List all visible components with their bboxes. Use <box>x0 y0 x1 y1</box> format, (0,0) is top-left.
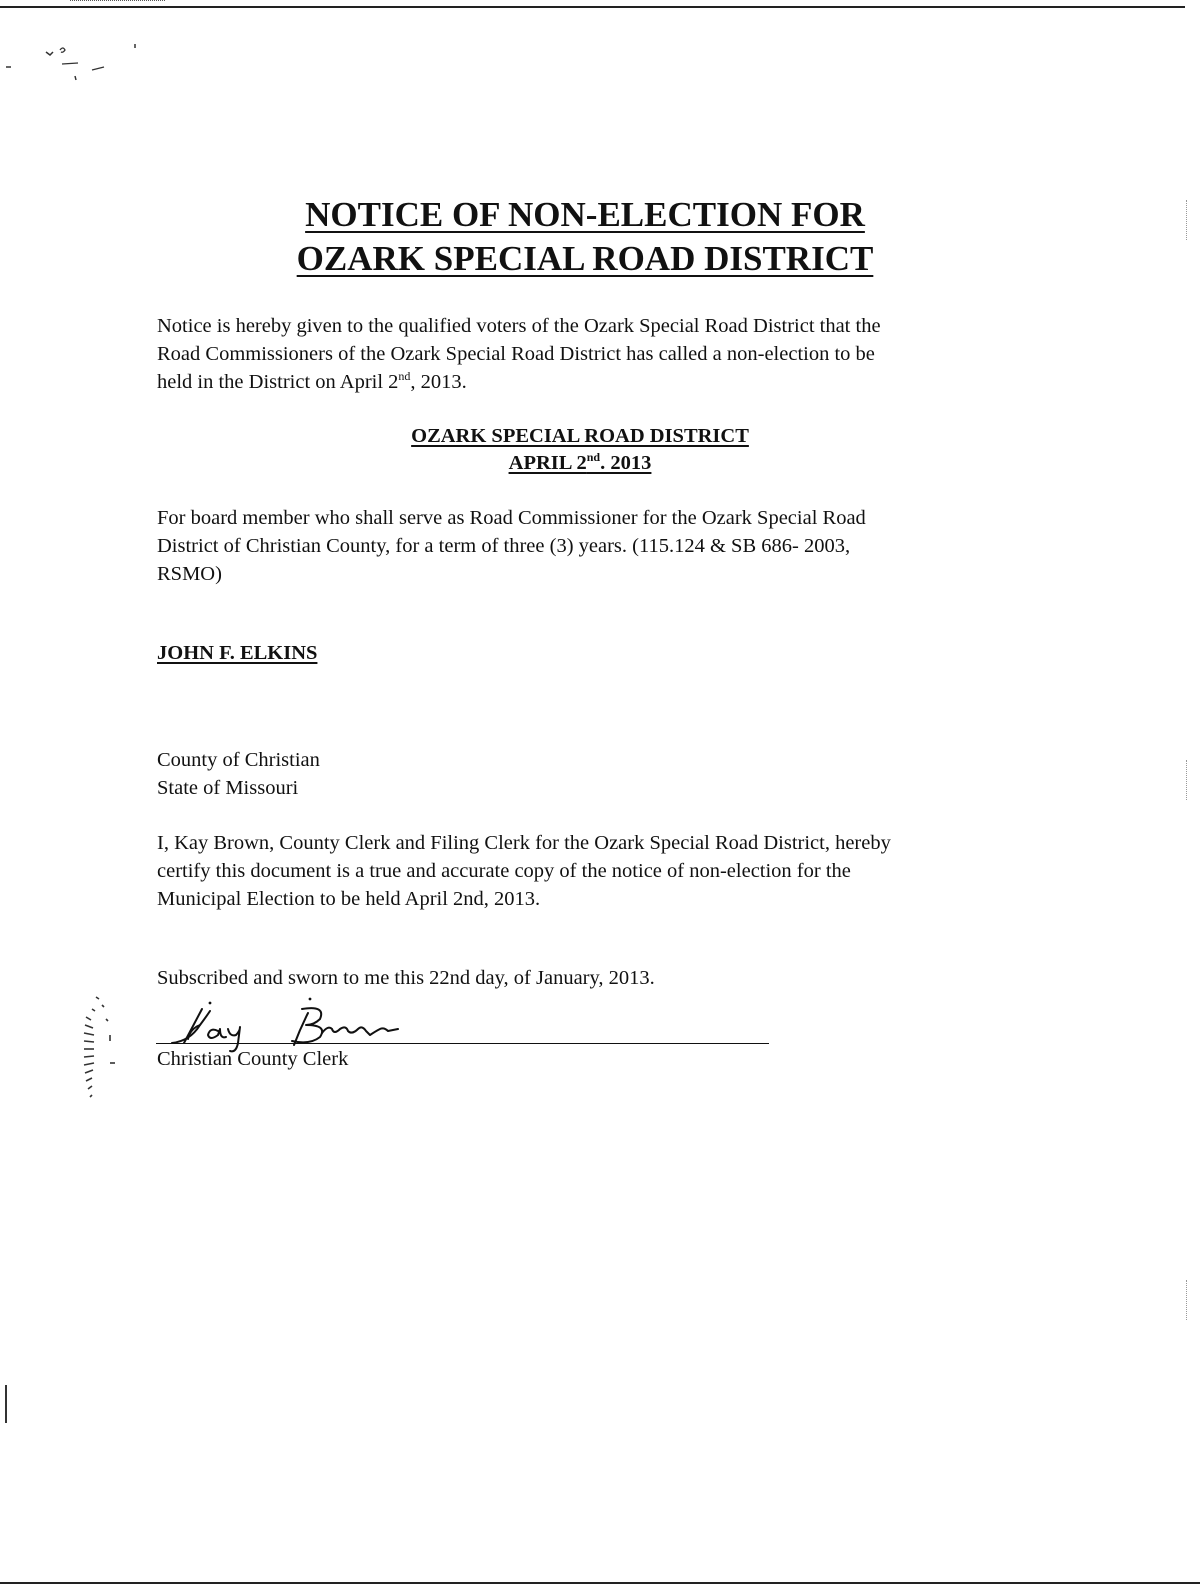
district-name: OZARK SPECIAL ROAD DISTRICT <box>411 425 749 447</box>
district-heading <box>0 423 1160 477</box>
signature-line <box>156 1043 769 1044</box>
office-line-1: For board member who shall serve as Road Commissioner for the Ozark Special Road <box>157 507 866 529</box>
candidate-name: JOHN F. ELKINS <box>157 642 318 664</box>
office-line-2: District of Christian County, for a term of three (3) years. (115.124 & SB 686- 2003, <box>157 535 851 557</box>
scan-artifact-right-tick <box>1186 200 1187 240</box>
scan-artifact-top-mark <box>70 0 165 4</box>
notice-line-3-text: held in the District on April 2 <box>157 371 399 393</box>
certification-line-1: I, Kay Brown, County Clerk and Filing Clerk for the Ozark Special Road District, hereby <box>157 832 891 854</box>
notary-seal-edge <box>82 995 122 1105</box>
scan-artifact-right-tick <box>1186 1280 1187 1320</box>
notice-paragraph <box>157 312 1017 396</box>
venue-block <box>157 746 1017 802</box>
notice-line-1: Notice is hereby given to the qualified voters of the Ozark Special Road District that the <box>157 315 881 337</box>
scan-artifact-bottom-line <box>0 1582 1200 1584</box>
office-paragraph <box>157 504 1017 588</box>
venue-state: State of Missouri <box>157 777 299 799</box>
title-line-2: OZARK SPECIAL ROAD DISTRICT <box>296 239 874 278</box>
scan-artifact-left-bar <box>5 1385 7 1423</box>
scan-artifact-right-tick <box>1186 760 1187 800</box>
election-date-month: APRIL 2 <box>508 452 587 474</box>
venue-county: County of Christian <box>157 749 320 771</box>
document-title <box>0 193 1170 281</box>
sworn-statement: Subscribed and sworn to me this 22nd day, of January, 2013. <box>157 967 655 989</box>
notice-line-3-year: , 2013. <box>410 371 467 393</box>
certification-paragraph <box>157 829 1017 913</box>
election-date <box>509 452 652 474</box>
scan-artifact-top-line <box>0 6 1185 8</box>
title-line-1: NOTICE OF NON-ELECTION FOR <box>305 195 865 234</box>
notice-line-2: Road Commissioners of the Ozark Special Road District has called a non-election to be <box>157 343 875 365</box>
ordinal-suffix: nd <box>586 450 601 465</box>
certification-line-3: Municipal Election to be held April 2nd, 2013. <box>157 888 541 910</box>
signature-caption: Christian County Clerk <box>157 1048 349 1070</box>
scan-specks <box>0 30 150 100</box>
certification-line-2: certify this document is a true and accurate copy of the notice of non-election for the <box>157 860 851 882</box>
election-date-year: . 2013 <box>600 452 652 474</box>
notice-line-3 <box>157 371 467 393</box>
ordinal-suffix: nd <box>398 369 411 384</box>
office-line-3: RSMO) <box>157 563 222 585</box>
